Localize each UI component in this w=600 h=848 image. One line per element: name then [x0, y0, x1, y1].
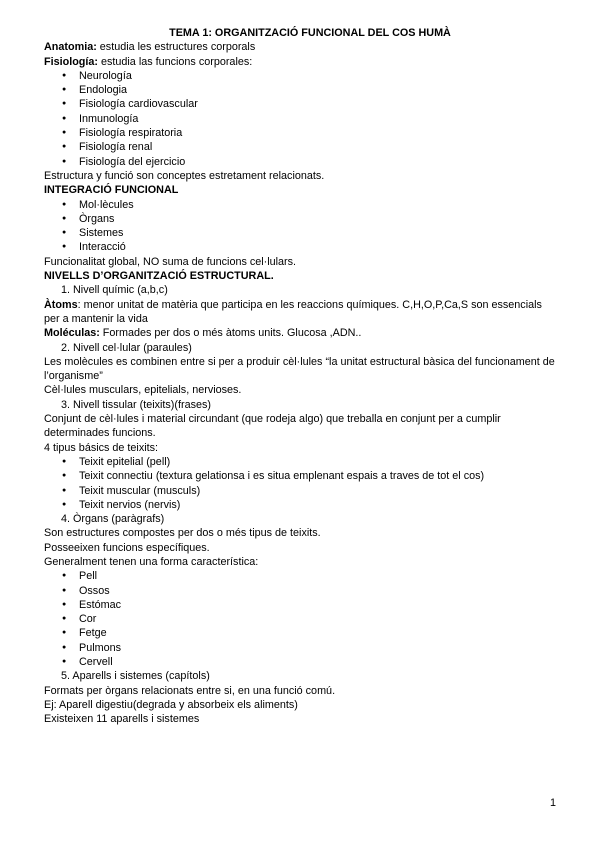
document-page	[44, 26, 556, 727]
list-item: ● Interacció	[44, 240, 556, 254]
molecules-term: Moléculas:	[44, 327, 100, 340]
list-item: ● Òrgans	[44, 212, 556, 226]
numbered-item: 5. Aparells i sistemes (capítols)	[61, 670, 210, 683]
list-item: ● Sistemes	[44, 226, 556, 240]
list-item: ● Cor	[44, 612, 556, 626]
list-item: ● Fisiología cardiovascular	[44, 97, 556, 111]
paragraph: Posseeixen funcions específiques.	[44, 541, 210, 554]
list-item: ● Pell	[44, 569, 556, 583]
list-item: ● Teixit nervios (nervis)	[44, 498, 556, 512]
anatomia-text: estudia les estructures corporals	[96, 41, 256, 54]
list-item: ● Fetge	[44, 626, 556, 640]
section-heading-integracio: INTEGRACIÓ FUNCIONAL	[44, 184, 179, 197]
page-title: TEMA 1: ORGANITZACIÓ FUNCIONAL DEL COS HUMÀ	[169, 27, 451, 39]
paragraph: Generalment tenen una forma característica:	[44, 555, 259, 568]
list-item: ● Teixit muscular (musculs)	[44, 484, 556, 498]
paragraph: Les molècules es combinen entre si per a produir cèl·lules “la unitat estructural bàsica del funcionament de l’organisme”	[44, 355, 555, 383]
fisiologia-term: Fisiología:	[44, 55, 98, 68]
list-item: ● Fisiología respiratoria	[44, 126, 556, 140]
paragraph: Funcionalitat global, NO suma de funcions cel·lulars.	[44, 255, 297, 268]
paragraph: Cèl·lules musculars, epitelials, nervioses.	[44, 384, 242, 397]
fisiologia-text: estudia las funcions corporales:	[98, 55, 253, 68]
paragraph: 4 tipus básics de teixits:	[44, 441, 159, 454]
list-item: ● Endologia	[44, 83, 556, 97]
atoms-term: Àtoms	[44, 298, 78, 311]
molecules-text: Formades per dos o més àtoms units. Glucosa ,ADN..	[99, 327, 362, 340]
anatomia-term: Anatomia:	[44, 41, 97, 54]
list-item: ● Inmunología	[44, 112, 556, 126]
page-number: 1	[549, 797, 556, 809]
list-item: ● Pulmons	[44, 641, 556, 655]
list-item: ● Ossos	[44, 584, 556, 598]
list-item: ● Mol·lècules	[44, 198, 556, 212]
list-item: ● Neurología	[44, 69, 556, 83]
numbered-item: 4. Òrgans (paràgrafs)	[61, 513, 165, 526]
section-heading-nivells: NIVELLS D’ORGANITZACIÓ ESTRUCTURAL.	[44, 270, 274, 283]
paragraph: Existeixen 11 aparells i sistemes	[44, 713, 200, 726]
paragraph: Conjunt de cèl·lules i material circundant (que rodeja algo) que treballa en conjunt per a cumplir determinades funcions.	[44, 413, 501, 440]
list-item: ● Fisiología renal	[44, 140, 556, 154]
atoms-definition	[44, 298, 556, 327]
molecules-definition	[44, 326, 556, 340]
list-item: ● Cervell	[44, 655, 556, 669]
paragraph: Ej: Aparell digestiu(degrada y absorbeix els aliments)	[44, 698, 298, 711]
numbered-item: 1. Nivell químic (a,b,c)	[61, 284, 168, 297]
list-item: ● Teixit epitelial (pell)	[44, 455, 556, 469]
numbered-item: 3. Nivell tissular (teixits)(frases)	[61, 398, 211, 411]
list-item: ● Teixit connectiu (textura gelationsa i es situa emplenant espais a traves de tot el cos)	[44, 469, 556, 483]
numbered-item: 2. Nivell cel·lular (paraules)	[61, 341, 192, 354]
paragraph: Estructura y funció son conceptes estretament relacionats.	[44, 169, 325, 182]
anatomia-definition	[44, 40, 556, 54]
paragraph: Formats per òrgans relacionats entre si, en una funció comú.	[44, 684, 336, 697]
list-item: ● Fisiología del ejercicio	[44, 155, 556, 169]
paragraph: Son estructures compostes per dos o més tipus de teixits.	[44, 527, 321, 540]
atoms-text: : menor unitat de matèria que participa en les reaccions químiques. C,H,O,P,Ca,S son essencials per a mantenir la vida	[44, 298, 542, 325]
fisiologia-definition	[44, 55, 556, 69]
list-item: ● Estómac	[44, 598, 556, 612]
